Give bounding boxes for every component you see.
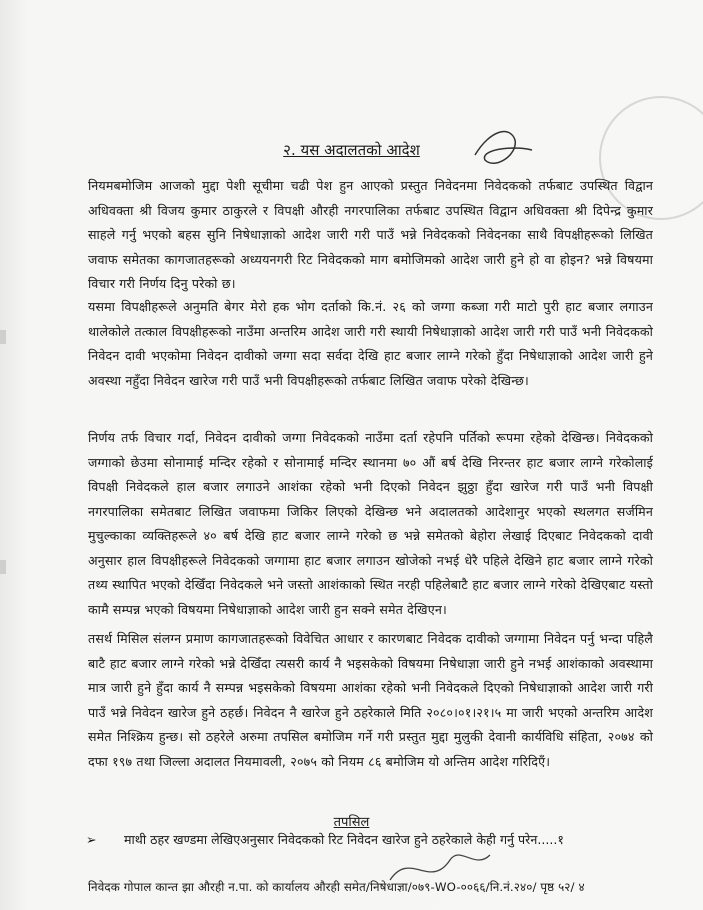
paragraph-2: यसमा विपक्षीहरूले अनुमति बेगर मेरो हक भोग दर्ताको कि.नं. २६ को जग्गा कब्जा गरी माटो पुरी हाट बजार लगाउन थालेकोले तत्काल विपक्षीहरूको नाउँमा अन्तरिम आदेश जारी गरी स्थायी निषेधाज्ञाको आदेश जारी गरी पाउँ भनी निवेदकको निवेदन दावी भएकोमा निवेदन दावीको जग्गा सदा सर्वदा देखि हाट बजार लाग्ने गरेको हुँदा निषेधाज्ञाको आदेश जारी हुने अवस्था नहुँदा निवेदन खारेज गरी पाउँ भनी विपक्षीहरूको तर्फबाट लिखित जवाफ परेको देखिन्छ। xyxy=(88,299,653,388)
punch-hole xyxy=(0,560,6,574)
punch-hole xyxy=(0,330,6,344)
paragraph-4: तसर्थ मिसिल संलग्न प्रमाण कागजातहरूको विवेचित आधार र कारणबाट निवेदक दावीको जग्गामा निवेदन पर्नु भन्दा पहिलै बाटै हाट बजार लाग्ने गरेको भन्ने देखिँदा त्यसरी कार्य नै भइसकेको विषयमा निषेधाज्ञा जारी हुने नभई आशंकाको अवस्थामा मात्र जारी हुने हुँदा कार्य नै सम्पन्न भइसकेको विषयमा आशंका रहेको भनी निवेदकले दिएको निषेधाज्ञाको आदेश जारी गरी पाउँ भन्ने निवेदन खारेज हुने ठहर्छ। निवेदन नै खारेज हुने ठहरेकाले मिति २०८०।०१।२१।५ मा जारी भएको अन्तरिम आदेश समेत निश्क्रिय हुन्छ। सो ठहरेले अरुमा तपसिल बमोजिम गर्ने गरी प्रस्तुत मुद्दा मुलुकी देवानी कार्यविधि संहिता, २०७४ को दफा १९७ तथा जिल्ला अदालत नियमावली, २०७५ को नियम ८६ बमोजिम यो अन्तिम आदेश गरिदिएँ। xyxy=(88,631,653,769)
paragraph-3: निर्णय तर्फ विचार गर्दा, निवेदन दावीको जग्गा निवेदकको नाउँमा दर्ता रहेपनि पर्तिको रूपमा रहेको देखिन्छ। निवेदकको जग्गाको छेउमा सोनामाई मन्दिर रहेको र सोनामाई मन्दिर स्थानमा ७० औं बर्ष देखि निरन्तर हाट बजार लाग्ने गरेकोलाई विपक्षी निवेदकले हाल बजार लगाउने आशंका रहेको भनी दिएको निवेदन झुठ्ठा हुँदा खारेज गरी पाउँ भनी विपक्षी नगरपालिका समेतबाट लिखित जवाफमा जिकिर लिएको देखिन्छ भने अदालतको आदेशानुर भएको स्थलगत सर्जमिन मुचुल्काका व्यक्तिहरूले ४० बर्ष देखि हाट बजार लाग्ने गरेको छ भन्ने समेतको बेहोरा लेखाई दिएबाट निवेदकको दावी अनुसार हाल विपक्षीहरूले निवेदकको जग्गामा हाट बजार लगाउन खोजेको नभई धेरै पहिले देखिने हाट बजार लाग्ने गरेको तथ्य स्थापित भएको देखिँदा निवेदकले भने जस्तो आशंकाको स्थित नरही पहिलेबाटै हाट बजार लाग्ने गरेको देखिएबाट यस्तो कामै सम्पन्न भएको विषयमा निषेधाज्ञाको आदेश जारी हुन सक्ने समेत देखिएन। xyxy=(88,430,653,617)
page-title: २. यस अदालतको आदेश xyxy=(283,141,420,159)
arrow-bullet-icon: ➢ xyxy=(86,832,97,847)
reference-heading: तपसिल xyxy=(333,815,370,830)
reference-item xyxy=(86,831,666,848)
reference-item-text: माथी ठहर खण्डमा लेखिएअनुसार निवेदकको रिट निवेदन खारेज हुने ठहरेकाले केही गर्नु परेन.....१ xyxy=(124,832,564,847)
paragraph-1: नियमबमोजिम आजको मुद्दा पेशी सूचीमा चढी पेश हुन आएको प्रस्तुत निवेदनमा निवेदकको तर्फबाट उपस्थित विद्वान अधिवक्ता श्री विजय कुमार ठाकुरले र विपक्षी औरही नगरपालिका तर्फबाट उपस्थित विद्वान अधिवक्ता श्री दिपेन्द्र कुमार साहले गर्नु भएको बहस सुनि निषेधाज्ञाको आदेश जारी गरी पाउँ भन्ने निवेदकको निवेदनका साथै विपक्षीहरूको लिखित जवाफ समेतका कागजातहरूको अध्ययनगरी रिट निवेदकको माग बमोजिमको आदेश जारी हुने हो वा होइन? भन्ने विषयमा विचार गरी निर्णय दिनु परेको छ। xyxy=(88,178,653,291)
footer-reference: निवेदक गोपाल कान्त झा औरही न.पा. को कार्यालय औरही समेत/निषेधाज्ञा/०७९-WO-००६६/नि.नं.२४०/ पृष्ठ ५२/ ४ xyxy=(88,880,585,894)
